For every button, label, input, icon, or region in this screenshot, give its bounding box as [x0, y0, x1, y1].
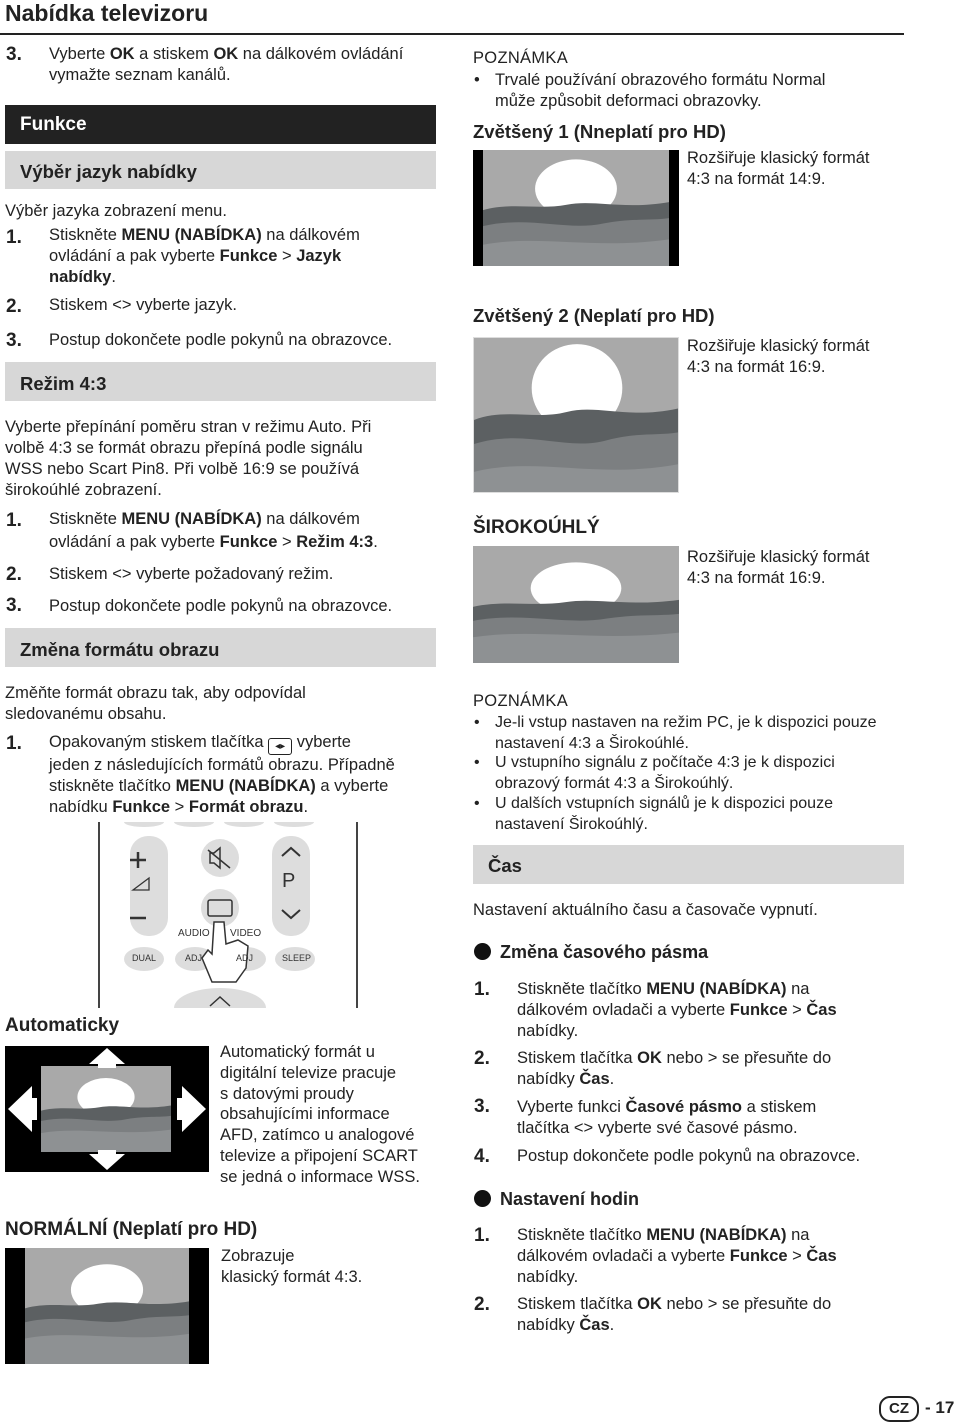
normal-picture — [5, 1248, 209, 1364]
step-text: Postup dokončete podle pokynů na obrazovce. — [49, 597, 393, 615]
zoom1-text: Rozšiřuje klasický formát 4:3 na formát 14:9. — [687, 149, 870, 188]
step-text: Stiskem <> vyberte jazyk. — [49, 296, 237, 314]
zmena-paragraph: Změňte formát obrazu tak, aby odpovídal sledovanému obsahu. — [5, 684, 306, 723]
step-text: Stiskem tlačítka OK nebo > se přesuňte do nabídky Čas. — [517, 1049, 832, 1088]
step-number: 3. — [6, 330, 22, 351]
cas-intro: Nastavení aktuálního času a časovače vypnutí. — [473, 901, 818, 919]
note-item: • U dalších vstupních signálů je k dispozici pouze nastavení Širokoúhlý. — [495, 794, 833, 835]
wide-picture — [473, 546, 679, 663]
wide-text: Rozšiřuje klasický formát 4:3 na formát 16:9. — [687, 548, 870, 587]
language-badge: CZ — [879, 1396, 919, 1422]
step-text: Stiskem <> vyberte požadovaný režim. — [49, 565, 334, 583]
step-text: Stiskněte tlačítko MENU (NABÍDKA) na dálkovém ovladači a vyberte Funkce > Čas nabídky. — [517, 980, 837, 1040]
step-number: 4. — [474, 1146, 490, 1167]
step-number: 1. — [474, 979, 490, 1000]
remote-illustration — [96, 822, 360, 1008]
step-text: Vyberte funkci Časové pásmo a stiskem tlačítka <> vyberte své časové pásmo. — [517, 1098, 817, 1137]
step-text: Stiskněte MENU (NABÍDKA) na dálkovém ovládání a pak vyberte Funkce > Jazyk nabídky. — [49, 226, 360, 286]
step-number: 1. — [6, 733, 22, 754]
step-text: Opakovaným stiskem tlačítka ◂▸ vyberte jeden z následujících formátů obrazu. Případně stiskněte tlačítko MENU (NABÍDKA) a vyberte nabídku Funkce > Formát obrazu. — [49, 733, 395, 816]
zoom2-text: Rozšiřuje klasický formát 4:3 na formát 16:9. — [687, 337, 870, 376]
step-text: Stiskněte MENU (NABÍDKA) na dálkovém ovládání a pak vyberte Funkce > Režim 4:3. — [49, 510, 378, 551]
step-number: 2. — [6, 564, 22, 585]
step-number: 3. — [474, 1096, 490, 1117]
bullet-icon — [474, 1190, 491, 1207]
zoom1-heading: Zvětšený 1 (Nneplatí pro HD) — [473, 121, 726, 142]
step-number: 2. — [474, 1294, 490, 1315]
bullet-icon — [474, 943, 491, 960]
section-bar-funkce: Funkce — [5, 105, 436, 144]
note-title: POZNÁMKA — [473, 49, 568, 67]
step-number: 1. — [6, 510, 22, 531]
jazyk-intro: Výběr jazyka zobrazení menu. — [5, 202, 227, 220]
remote-dual-label: DUAL — [132, 953, 157, 963]
step-number: 1. — [6, 227, 22, 248]
remote-p-label: P — [282, 870, 296, 892]
remote-adj-label-1: ADJ — [185, 953, 203, 963]
note-item: • Trvalé používání obrazového formátu Normal může způsobit deformaci obrazovky. — [495, 70, 825, 111]
section-bar-rezim: Režim 4:3 — [5, 362, 436, 401]
zona-heading: Změna časového pásma — [474, 942, 708, 963]
step-number: 3. — [6, 595, 22, 616]
step-number: 2. — [6, 296, 22, 317]
step-number: 3. — [6, 44, 22, 65]
step-number: 1. — [474, 1225, 490, 1246]
auto-heading: Automaticky — [5, 1015, 120, 1036]
rezim-paragraph: Vyberte přepínání poměru stran v režimu Auto. Při volbě 4:3 se formát obrazu přepíná podle signálu WSS nebo Scart Pin8. Při volbě 16:9 se používá širokoúhlé zobrazení. — [5, 418, 372, 499]
auto-picture — [5, 1046, 209, 1172]
header-rule — [0, 33, 904, 35]
step-text: Stiskem tlačítka OK nebo > se přesuňte do nabídky Čas. — [517, 1295, 832, 1334]
step-text: Postup dokončete podle pokynů na obrazovce. — [49, 331, 393, 349]
auto-text: Automatický formát u digitální televize pracuje s datovými proudy obsahujícími informace AFD, zatímco u analogové televize a připojení SCART se jedná o informace WSS. — [220, 1043, 420, 1186]
remote-adj-label-2: ADJ — [236, 953, 254, 963]
note-item: • U vstupního signálu z počítače 4:3 je k dispozici obrazový formát 4:3 a Širokoúhlý. — [495, 753, 835, 794]
remote-sleep-label: SLEEP — [282, 953, 312, 963]
zoom1-picture — [473, 150, 679, 266]
wide-heading: ŠIROKOÚHLÝ — [473, 517, 600, 538]
remote-audio-label: AUDIO — [178, 928, 210, 939]
step-text: Vyberte OK a stiskem OK na dálkovém ovládání vymažte seznam kanálů. — [49, 45, 404, 84]
step-number: 2. — [474, 1048, 490, 1069]
zoom2-heading: Zvětšený 2 (Neplatí pro HD) — [473, 305, 715, 326]
normal-text: Zobrazuje klasický formát 4:3. — [221, 1247, 363, 1286]
step-text: Postup dokončete podle pokynů na obrazovce. — [517, 1147, 861, 1165]
section-bar-zmena: Změna formátu obrazu — [5, 628, 436, 667]
section-bar-jazyk: Výběr jazyk nabídky — [5, 151, 436, 189]
format-button-icon: ◂▸ — [268, 738, 292, 755]
normal-heading: NORMÁLNÍ (Neplatí pro HD) — [5, 1219, 258, 1240]
step-text: Stiskněte tlačítko MENU (NABÍDKA) na dálkovém ovladači a vyberte Funkce > Čas nabídky. — [517, 1226, 837, 1286]
hodiny-heading: Nastavení hodin — [474, 1189, 639, 1210]
page-title: Nabídka televizoru — [5, 0, 209, 26]
zoom2-picture — [473, 337, 679, 493]
remote-video-label: VIDEO — [230, 928, 262, 939]
section-bar-cas: Čas — [473, 845, 904, 884]
note-item: • Je-li vstup nastaven na režim PC, je k dispozici pouze nastavení 4:3 a Širokoúhlé. — [495, 713, 877, 754]
page-number: - 17 — [925, 1398, 955, 1417]
note-title: POZNÁMKA — [473, 692, 568, 710]
